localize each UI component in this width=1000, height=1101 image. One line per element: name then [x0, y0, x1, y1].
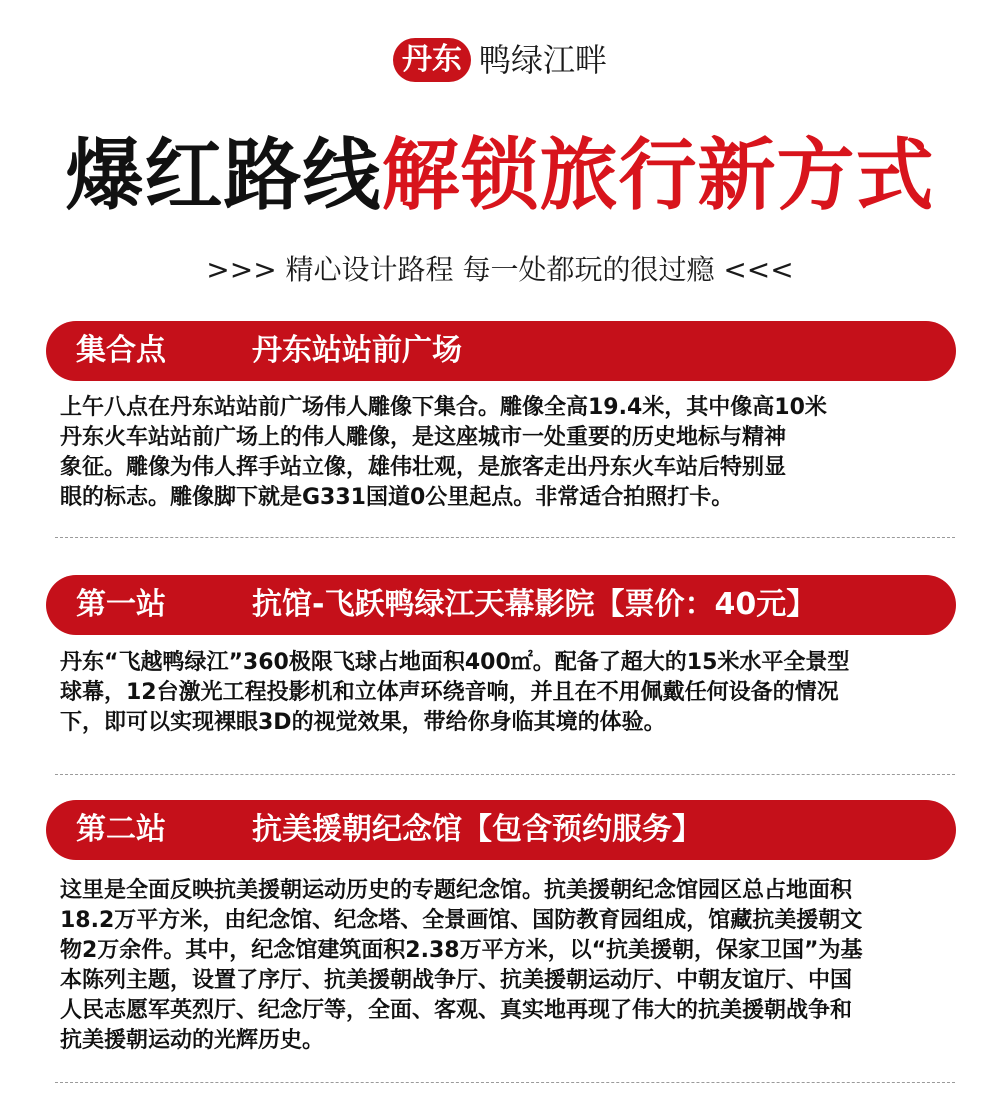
- body-line: 本陈列主题，设置了序厅、抗美援朝战争厅、抗美援朝运动厅、中朝友谊厅、中国: [60, 968, 853, 993]
- section-body-stop-2: [60, 876, 950, 1056]
- body-line: 眼的标志。雕像脚下就是G331国道0公里起点。非常适合拍照打卡。: [60, 485, 734, 510]
- section-tag: 第一站: [76, 587, 166, 622]
- section-header-gathering: [46, 321, 956, 381]
- brand-text: 鸭绿江畔: [478, 41, 607, 79]
- body-line: 人民志愿军英烈厅、纪念厅等，全面、客观、真实地再现了伟大的抗美援朝战争和: [60, 998, 853, 1023]
- body-line: 18.2万平方米，由纪念馆、纪念塔、全景画馆、国防教育园组成，馆藏抗美援朝文: [60, 908, 863, 933]
- section-name: 抗美援朝纪念馆【包含预约服务】: [252, 812, 702, 847]
- body-line: 物2万余件。其中，纪念馆建筑面积2.38万平方米，以“抗美援朝，保家卫国”为基: [60, 938, 863, 963]
- section-tag: 集合点: [76, 333, 166, 368]
- section-divider: [55, 774, 955, 775]
- section-name: 抗馆-飞跃鸭绿江天幕影院【票价：40元】: [252, 587, 817, 622]
- title-red-part: 解锁旅行新方式: [381, 131, 935, 221]
- body-line: 球幕，12台激光工程投影机和立体声环绕音响，并且在不用佩戴任何设备的情况: [60, 680, 839, 705]
- page-subtitle: >>> 精心设计路程 每一处都玩的很过瘾 <<<: [206, 253, 794, 286]
- section-body-gathering: [60, 393, 950, 513]
- brand-badge: 丹东: [393, 38, 471, 82]
- section-body-stop-1: [60, 648, 950, 738]
- title-black-part: 爆红路线: [65, 131, 382, 221]
- body-line: 上午八点在丹东站站前广场伟人雕像下集合。雕像全高19.4米，其中像高10米: [60, 395, 827, 420]
- section-name: 丹东站站前广场: [252, 333, 462, 368]
- page-title: [0, 128, 1000, 224]
- section-header-stop-1: [46, 575, 956, 635]
- body-line: 象征。雕像为伟人挥手站立像，雄伟壮观，是旅客走出丹东火车站后特别显: [60, 455, 787, 480]
- brand-header: [0, 38, 1000, 82]
- section-header-stop-2: [46, 800, 956, 860]
- body-line: 抗美援朝运动的光辉历史。: [60, 1028, 325, 1053]
- section-divider: [55, 1082, 955, 1083]
- body-line: 丹东“飞越鸭绿江”360极限飞球占地面积400㎡。配备了超大的15米水平全景型: [60, 650, 850, 675]
- section-tag: 第二站: [76, 812, 166, 847]
- body-line: 下，即可以实现裸眼3D的视觉效果，带给你身临其境的体验。: [60, 710, 666, 735]
- body-line: 丹东火车站站前广场上的伟人雕像，是这座城市一处重要的历史地标与精神: [60, 425, 787, 450]
- section-divider: [55, 537, 955, 538]
- body-line: 这里是全面反映抗美援朝运动历史的专题纪念馆。抗美援朝纪念馆园区总占地面积: [60, 878, 853, 903]
